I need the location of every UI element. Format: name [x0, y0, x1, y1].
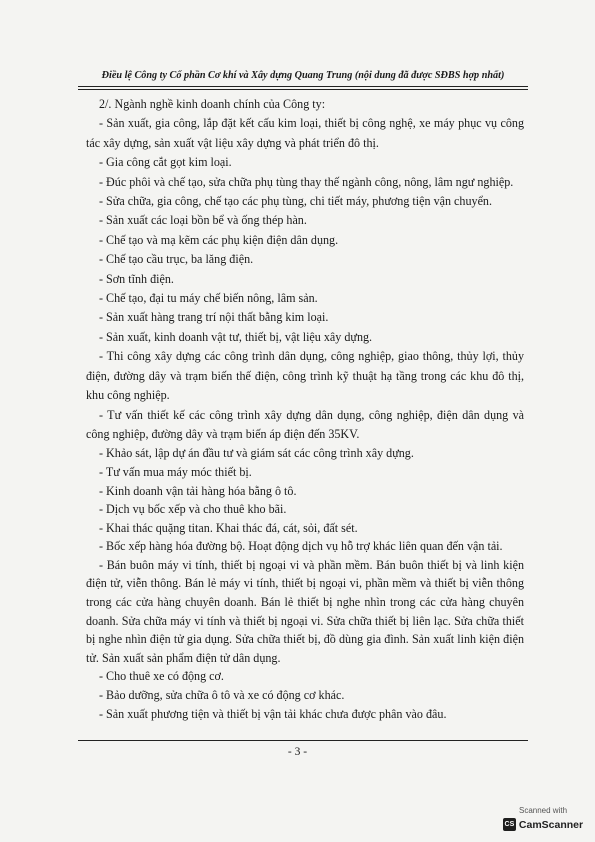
list-item: - Đúc phôi và chế tạo, sửa chữa phụ tùng thay thế ngành công, nông, lâm ngư nghiệp. [99, 174, 514, 189]
list-item: - Kinh doanh vận tải hàng hóa bằng ô tô. [99, 483, 297, 498]
list-item: - Sản xuất phương tiện và thiết bị vận tải khác chưa được phân vào đâu. [99, 706, 447, 721]
list-item: - Thi công xây dựng các công trình dân dụng, công nghiệp, giao thông, thủy lợi, thủy điện, đường dây và trạm biến thế điện, công trình kỹ thuật hạ tầng trong các khu đô thị, khu công nghiệp. [86, 349, 524, 403]
footer-rule [78, 740, 528, 741]
list-item: - Chế tạo cầu trục, ba lăng điện. [99, 252, 254, 267]
header-rule-bottom [78, 89, 528, 90]
list-item: - Cho thuê xe có động cơ. [99, 669, 224, 684]
list-item: - Khảo sát, lập dự án đầu tư và giám sát các công trình xây dựng. [99, 446, 414, 461]
list-item: - Tư vấn thiết kế các công trình xây dựng dân dụng, công nghiệp, điện dân dụng và công nghiệp, đường dây và trạm biến áp điện đến 35KV. [86, 407, 524, 441]
list-item: - Bốc xếp hàng hóa đường bộ. Hoạt động dịch vụ hỗ trợ khác liên quan đến vận tải. [99, 539, 503, 554]
list-item: - Sửa chữa, gia công, chế tạo các phụ tùng, chi tiết máy, phương tiện vận chuyển. [99, 194, 493, 209]
camscanner-watermark [498, 806, 588, 834]
list-item: - Bán buôn máy vi tính, thiết bị ngoại vi và phần mềm. Bán buôn thiết bị và linh kiện điện tử, viễn thông. Bán lẻ máy vi tính, thiết bị ngoại vi, phần mềm và thiết bị viễn thông trong các cửa hàng chuyên doanh. Bán lẻ thiết bị nghe nhìn trong các cửa hàng chuyên doanh. Sửa chữa máy vi tính và thiết bị ngoại vi. Sửa chữa thiết bị liên lạc. Sửa chữa thiết bị nghe nhìn điện tử gia dụng. Sửa chữa thiết bị, đồ dùng gia đình. Sản xuất linh kiện điện tử. Sản xuất sản phẩm điện tử dân dụng. [86, 557, 524, 665]
camscanner-logo-icon: CS [503, 818, 516, 831]
section-heading: 2/. Ngành nghề kinh doanh chính của Công ty: [99, 97, 326, 111]
scanned-with-label: Scanned with [518, 806, 568, 815]
list-item: - Chế tạo và mạ kẽm các phụ kiện điện dân dụng. [99, 232, 339, 247]
list-item: - Sản xuất, gia công, lắp đặt kết cấu kim loại, thiết bị công nghệ, xe máy phục vụ công tác xây dựng, sản xuất vật liệu xây dựng và phát triển đô thị. [86, 116, 524, 150]
list-item: - Sản xuất, kinh doanh vật tư, thiết bị, vật liệu xây dựng. [99, 329, 373, 344]
header-rule-top [78, 86, 528, 87]
page-header-title: Điều lệ Công ty Cổ phần Cơ khí và Xây dựng Quang Trung (nội dung đã được SĐBS hợp nhất) [101, 70, 505, 81]
page-number: - 3 - [287, 746, 308, 758]
list-item: - Sản xuất hàng trang trí nội thất bằng kim loại. [99, 310, 329, 325]
camscanner-name: CamScanner [518, 818, 584, 831]
document-body [86, 95, 524, 723]
list-item: - Gia công cắt gọt kim loại. [99, 155, 232, 170]
list-item: - Tư vấn mua máy móc thiết bị. [99, 464, 252, 479]
list-item: - Bảo dưỡng, sửa chữa ô tô và xe có động cơ khác. [99, 688, 345, 703]
list-item: - Dịch vụ bốc xếp và cho thuê kho bãi. [99, 502, 287, 517]
list-item: - Khai thác quặng titan. Khai thác đá, cát, sỏi, đất sét. [99, 520, 358, 535]
list-item: - Sơn tĩnh điện. [99, 271, 174, 286]
list-item: - Sản xuất các loại bồn bể và ống thép hàn. [99, 213, 307, 228]
list-item: - Chế tạo, đại tu máy chế biến nông, lâm sản. [99, 291, 318, 306]
